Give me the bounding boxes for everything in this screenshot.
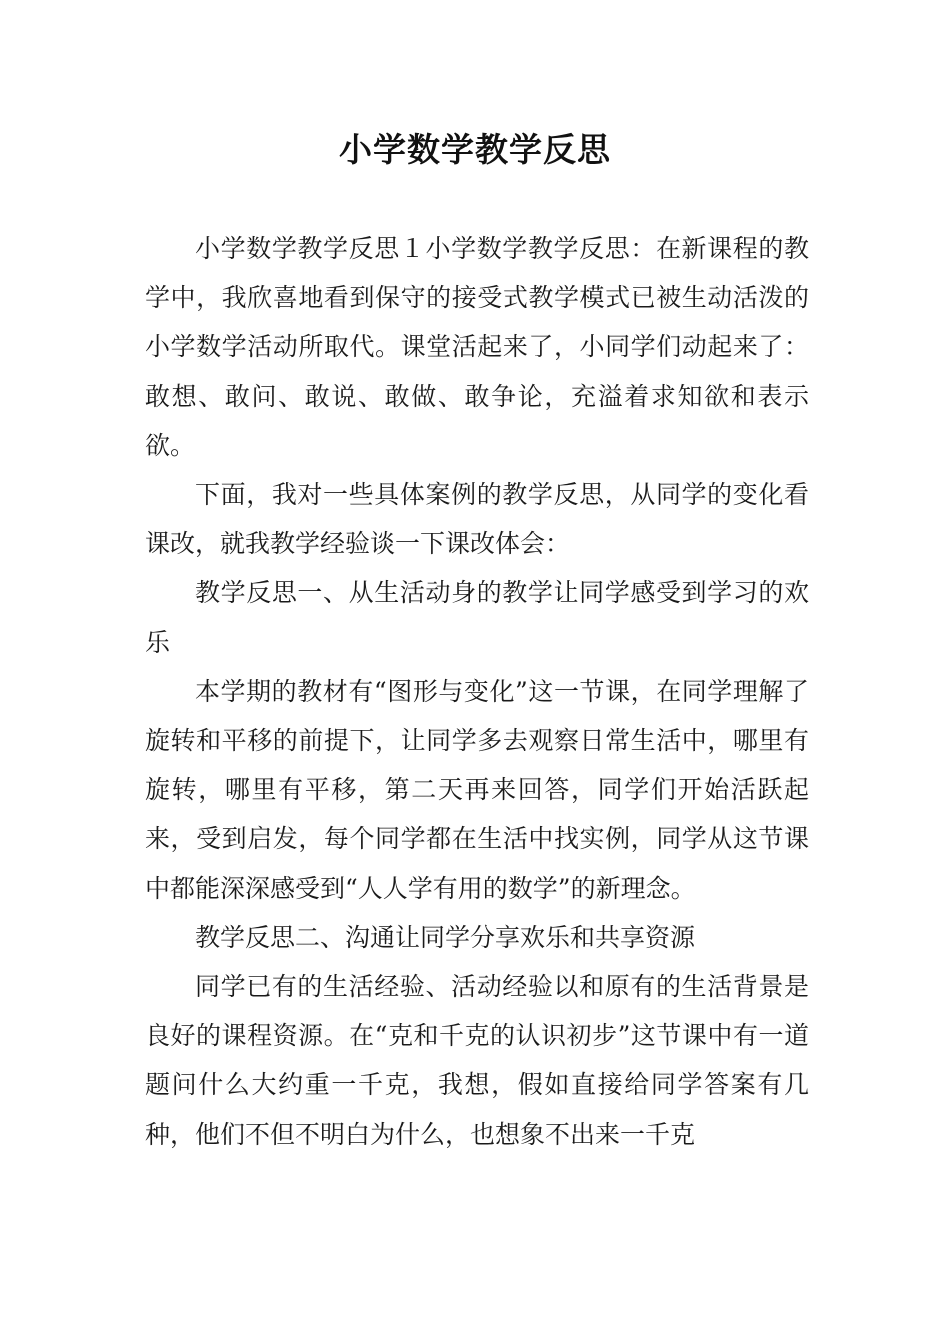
- paragraph-overview: 下面，我对一些具体案例的教学反思，从同学的变化看课改，就我教学经验谈一下课改体会：: [145, 480, 809, 559]
- paragraph-section-1: 本学期的教材有“图形与变化”这一节课，在同学理解了旋转和平移的前提下，让同学多去观察日常生活中，哪里有旋转，哪里有平移，第二天再来回答，同学们开始活跃起来，受到启发，每个同学都在生活中找实例，同学从这节课中都能深深感受到“人人学有用的数学”的新理念。: [145, 676, 809, 903]
- section-heading-1: 教学反思一、从生活动身的教学让同学感受到学习的欢乐: [145, 578, 809, 657]
- paragraph-intro: 小学数学教学反思１小学数学教学反思：在新课程的教学中，我欣喜地看到保守的接受式教学模式已被生动活泼的小学数学活动所取代。课堂活起来了，小同学们动起来了：敢想、敢问、敢说、敢做、敢争论，充溢着求知欲和表示欲。: [145, 234, 809, 460]
- document-title: 小学数学教学反思: [339, 130, 611, 169]
- document-body: [145, 224, 809, 1159]
- paragraph-section-2: 同学已有的生活经验、活动经验以和原有的生活背景是良好的课程资源。在“克和千克的认识初步”这节课中有一道题问什么大约重一千克，我想，假如直接给同学答案有几种，他们不但不明白为什么，也想象不出来一千克: [145, 972, 809, 1149]
- section-heading-2: 教学反思二、沟通让同学分享欢乐和共享资源: [195, 922, 696, 952]
